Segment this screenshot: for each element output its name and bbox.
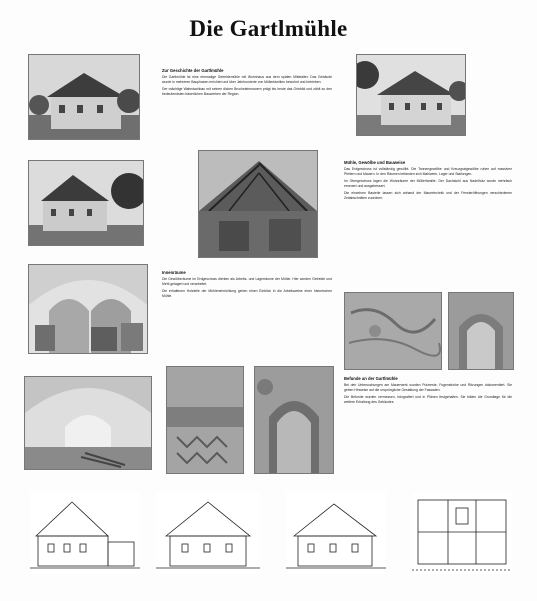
text-block-befund: [344, 376, 512, 407]
section-heading: Mühle, Gewölbe und Bauweise: [344, 160, 406, 165]
photo-plaster-detail: [166, 366, 244, 474]
text-block-innenraum: [162, 270, 332, 301]
photo-arch-detail: [254, 366, 334, 474]
section-heading: Befunde an der Gartlmühle: [344, 376, 398, 381]
drawing-elevation-2: [156, 492, 260, 574]
photo-wall-detail-left: [344, 292, 442, 370]
photo-house-front: [28, 54, 140, 140]
section-paragraph: Die erhaltenen Holzteile der Mühleneinrichtung geben einen Einblick in die Arbeitsweise einer historischen Mühle.: [162, 289, 332, 298]
photo-roof-structure: [198, 150, 318, 258]
page-title: Die Gartlmühle: [189, 16, 348, 41]
photo-wall-detail-right: [448, 292, 514, 370]
section-paragraph: Die Gewölberäume im Erdgeschoss dienten als Arbeits- und Lagerräume der Mühle. Hier wurden Getreide und Mehl gelagert und verarbeitet.: [162, 277, 332, 286]
section-paragraph: Das Erdgeschoss ist vollständig gewölbt. Die Tonnengewölbe und Kreuzgratgewölbe ruhen auf massiven Pfeilern und Mauern. In den Räumen befanden sich Mahlwerk, Lager und Stallungen.: [344, 167, 512, 176]
drawing-elevation-1: [30, 492, 140, 574]
text-block-geschichte: [162, 68, 332, 99]
section-paragraph: Bei den Untersuchungen am Mauerwerk wurden Putzreste, Fugenstriche und Ritzungen dokumentiert. Sie geben Hinweise auf die ursprüngliche Gestaltung der Fassaden.: [344, 383, 512, 392]
photo-house-gable: [28, 160, 144, 246]
section-paragraph: Die Befunde wurden vermessen, fotografiert und in Plänen festgehalten. Sie bilden die Grundlage für die weitere Erhaltung des Gebäudes.: [344, 395, 512, 404]
section-paragraph: Die einzelnen Bauteile lassen sich anhand der Mauertechnik und der Fensteröffnungen verschiedenen Zeitabschnitten zuordnen.: [344, 191, 512, 200]
photo-vault-hall: [24, 376, 152, 470]
photo-house-side: [356, 54, 466, 136]
section-paragraph: Im Obergeschoss lagen die Wohnräume der Müllerfamilie. Der Dachstuhl aus Nadelholz wurde mehrfach erneuert und ausgebessert.: [344, 179, 512, 188]
section-heading: Zur Geschichte der Gartlmühle: [162, 68, 224, 73]
photo-vault-interior: [28, 264, 148, 354]
section-paragraph: Die Gartlmühle ist eine ehemalige Getreidemühle mit Wohnhaus aus dem späten Mittelalter. Das Gebäude wurde in mehreren Bauphasen errichtet und über Jahrhunderte von Müllerfamilien bewohnt und betrieben.: [162, 75, 332, 84]
drawing-floor-plan: [412, 492, 512, 574]
text-block-bauweise: [344, 160, 512, 204]
section-heading: Innenräume: [162, 270, 186, 275]
section-paragraph: Der mächtige Walmdachbau mit seinen dicken Bruchsteinmauern prägt bis heute das Ortsbild und zählt zu den bedeutendsten bäuerlichen Bauwerken der Region.: [162, 87, 332, 96]
drawing-elevation-3: [286, 492, 386, 574]
